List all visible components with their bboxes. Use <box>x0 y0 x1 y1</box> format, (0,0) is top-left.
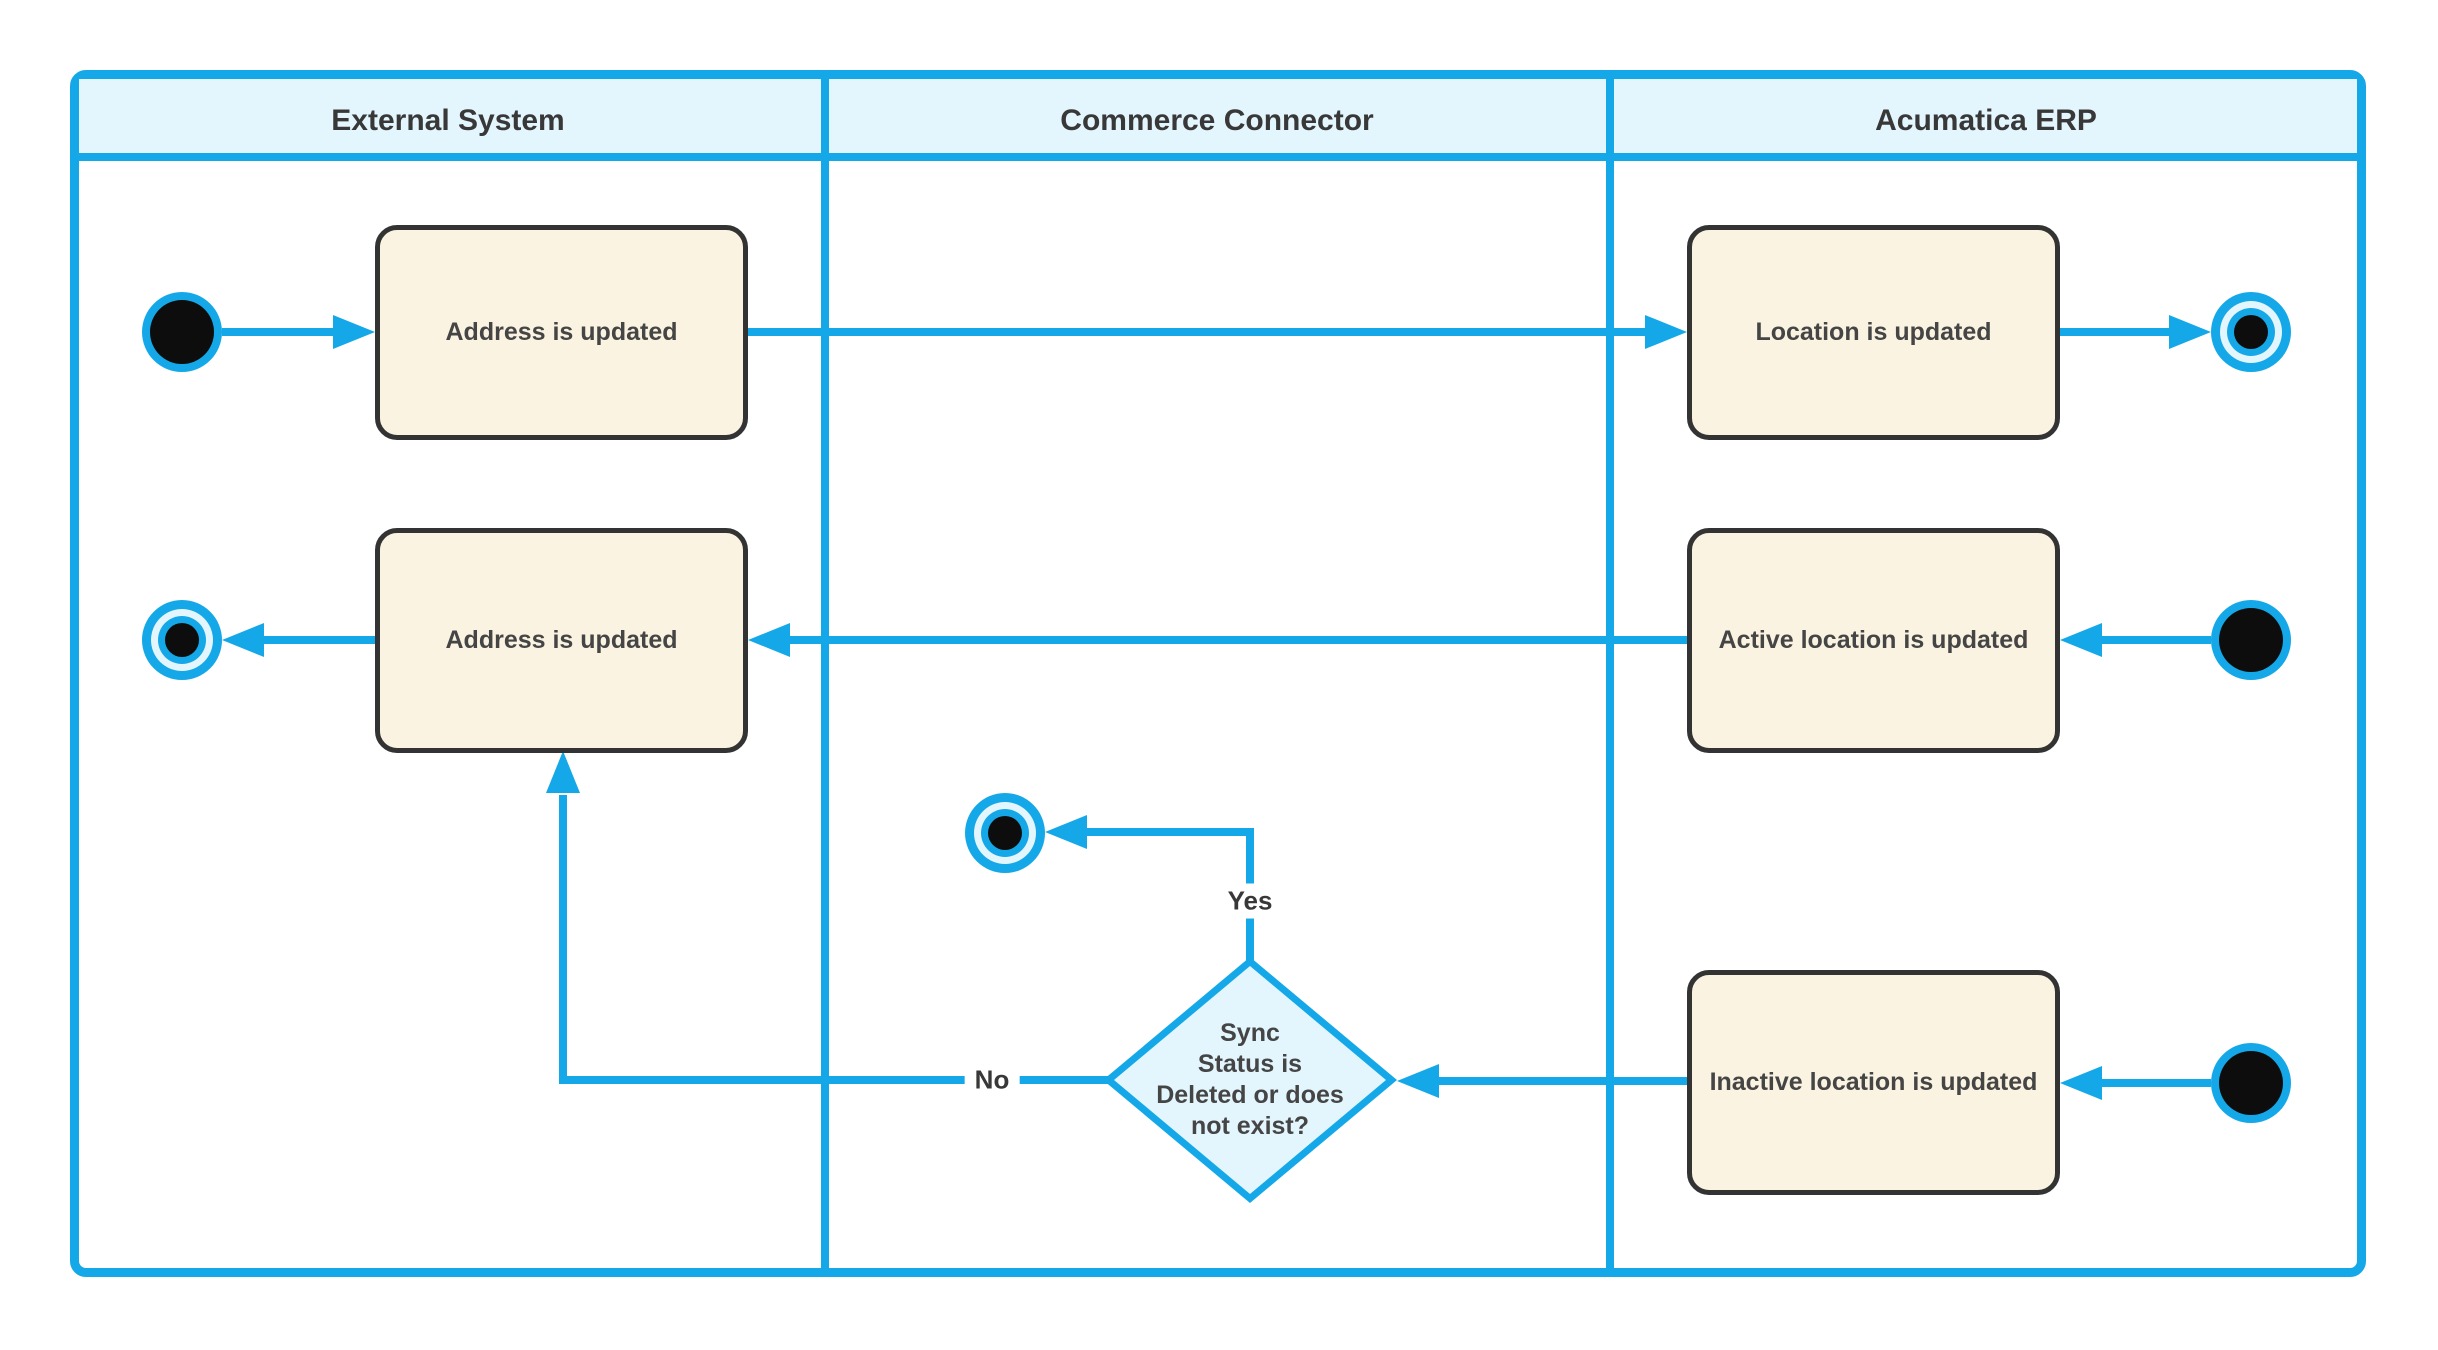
end-node-core <box>988 816 1022 850</box>
edge-label-no: No <box>965 1063 1020 1098</box>
decision-label <box>1103 957 1397 1203</box>
activity-box-address-updated-bottom <box>375 528 748 753</box>
activity-box-inactive-location-updated <box>1687 970 2060 1195</box>
lane-divider-1 <box>821 79 829 1268</box>
activity-label: Active location is updated <box>1718 626 2029 655</box>
arrowhead-into-address-top <box>333 315 375 349</box>
edge-location-to-end <box>2060 328 2175 336</box>
activity-label: Location is updated <box>1755 318 1992 347</box>
decision-label-line: Sync <box>1220 1019 1280 1047</box>
end-node-external-bottom <box>142 600 222 680</box>
edge-no-vertical <box>559 795 567 1084</box>
start-node-erp-middle <box>2211 600 2291 680</box>
lane-header-commerce-connector: Commerce Connector <box>1060 104 1374 137</box>
activity-label: Address is updated <box>445 318 678 347</box>
decision-label-line: Status is <box>1197 1050 1303 1078</box>
end-node-erp-top <box>2211 292 2291 372</box>
lane-header-acumatica-erp: Acumatica ERP <box>1875 104 2097 137</box>
edge-inactive-location-to-decision <box>1433 1077 1687 1085</box>
edge-start-to-active-location <box>2096 636 2211 644</box>
arrowhead-into-end-bottom-left <box>222 623 264 657</box>
edge-no-horizontal <box>563 1076 1111 1084</box>
arrowhead-into-end-top-right <box>2169 315 2211 349</box>
arrowhead-into-address-bottom-from-no <box>546 751 580 793</box>
start-node-erp-bottom <box>2211 1043 2291 1123</box>
edge-yes-horizontal <box>1083 828 1254 836</box>
activity-box-address-updated-top <box>375 225 748 440</box>
lane-divider-2 <box>1606 79 1614 1268</box>
end-node-core <box>165 623 199 657</box>
activity-box-active-location-updated <box>1687 528 2060 753</box>
decision-label-line: Deleted or does <box>1156 1081 1344 1109</box>
arrowhead-into-active-location <box>2060 623 2102 657</box>
edge-address-bottom-to-end <box>258 636 375 644</box>
edge-active-location-to-address-bottom <box>784 636 1687 644</box>
arrowhead-into-end-connector <box>1045 815 1087 849</box>
start-node-core <box>2219 1051 2283 1115</box>
decision-label-line: not exist? <box>1190 1112 1310 1140</box>
edge-address-top-to-location <box>748 328 1653 336</box>
edge-label-yes: Yes <box>1218 884 1283 919</box>
edge-start-to-inactive-location <box>2096 1079 2211 1087</box>
activity-label: Inactive location is updated <box>1709 1068 2038 1097</box>
start-node-core <box>2219 608 2283 672</box>
activity-box-location-updated <box>1687 225 2060 440</box>
arrowhead-into-address-bottom <box>748 623 790 657</box>
arrowhead-into-decision <box>1397 1064 1439 1098</box>
start-node-external-top <box>142 292 222 372</box>
arrowhead-into-inactive-location <box>2060 1066 2102 1100</box>
edge-start-to-address-top <box>222 328 342 336</box>
end-node-connector <box>965 793 1045 873</box>
start-node-core <box>150 300 214 364</box>
end-node-core <box>2234 315 2268 349</box>
arrowhead-into-location <box>1645 315 1687 349</box>
activity-label: Address is updated <box>445 626 678 655</box>
lane-header-external-system: External System <box>331 104 565 137</box>
